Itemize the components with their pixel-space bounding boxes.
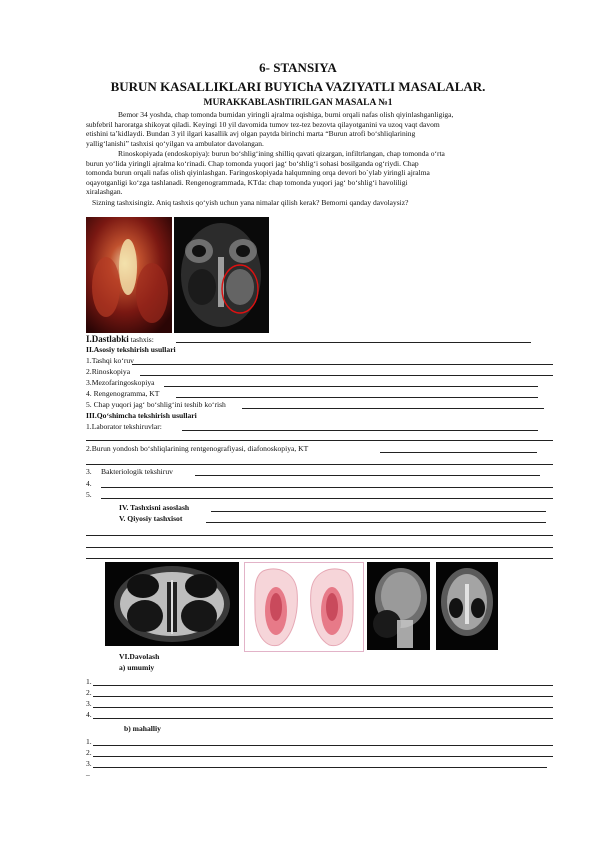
item-bacteriology-number: 3. bbox=[86, 467, 92, 476]
item-xray-ct: 4. Rengenogramma, KT bbox=[86, 389, 160, 398]
sinus-illustration bbox=[244, 562, 364, 652]
item-sinus-puncture: 5. Chap yuqori jag‘ bo‘shlig‘ini teshib ko‘rish bbox=[86, 400, 226, 409]
section-treatment: VI.Davolash bbox=[119, 652, 160, 661]
answer-line[interactable] bbox=[380, 452, 537, 453]
text-line: subfebril haroratga shikoyat qiladi. Keyingi 10 yil davomida tumov tez-tez bezovta qilayotganini va uzoq vaqt davom bbox=[86, 119, 440, 129]
text-line: Bemor 34 yoshda, chap tomonda burnidan yiringli ajralma oqishiga, burni orqali nafas olish qiyinlashganligiga, bbox=[118, 110, 454, 119]
case-paragraph-2 bbox=[86, 149, 554, 197]
item-sinus-radiography: 2.Burun yondosh bo‘shliqlarining rentgenografiyasi, diafonoskopiya, KT bbox=[86, 444, 309, 453]
local-item-number: 1. bbox=[86, 737, 92, 746]
answer-line[interactable] bbox=[93, 718, 553, 719]
treatment-general-label: a) umumiy bbox=[119, 663, 155, 672]
item-mesopharyngoscopy: 3.Mezofaringoskopiya bbox=[86, 378, 155, 387]
answer-line[interactable] bbox=[211, 511, 546, 512]
station-title: 6- STANSIYA bbox=[259, 60, 337, 75]
text-line: tomonda burun orqali nafas olish qiyinlashgan. Faringoskopiyada halqumning orqa devori bo`ylab yiringli ajralma bbox=[86, 168, 430, 178]
answer-line[interactable] bbox=[206, 522, 546, 523]
section-main-methods: II.Asosiy tekshirish usullari bbox=[86, 345, 176, 354]
item-bacteriology: Bakteriologik tekshiruv bbox=[101, 467, 173, 476]
item-5-number: 5. bbox=[86, 490, 92, 499]
answer-line[interactable] bbox=[93, 756, 553, 757]
answer-line[interactable] bbox=[86, 558, 553, 559]
answer-line[interactable] bbox=[86, 547, 553, 548]
item-4-number: 4. bbox=[86, 479, 92, 488]
general-item-number: 2. bbox=[86, 688, 92, 697]
text-line: etishini ta’kidlaydi. Bundan 3 yil ilgari kasallik avj olgan paytda birinchi marta “Burun atrofi bo‘shliqlarining bbox=[86, 129, 416, 139]
answer-line[interactable] bbox=[93, 767, 547, 768]
general-item-number: 3. bbox=[86, 699, 92, 708]
local-item-number: 3. bbox=[86, 759, 92, 768]
item-rhinoscopy: 2.Rinoskopiya bbox=[86, 367, 131, 376]
section-diagnosis-justification: IV. Tashxisni asoslash bbox=[119, 503, 190, 512]
trailing-dash: _ bbox=[86, 768, 90, 777]
answer-line[interactable] bbox=[86, 440, 553, 441]
ct-coronal-image bbox=[105, 562, 239, 646]
answer-line[interactable] bbox=[86, 464, 553, 465]
case-paragraph-1 bbox=[86, 110, 554, 148]
answer-line[interactable] bbox=[93, 745, 553, 746]
section-label-suffix: tashxis: bbox=[128, 335, 154, 344]
answer-line[interactable] bbox=[93, 696, 553, 697]
case-subtitle: MURAKKABLAShTIRILGAN MASALA №1 bbox=[203, 98, 393, 108]
treatment-local-label: b) mahalliy bbox=[124, 724, 161, 733]
general-item-number: 4. bbox=[86, 710, 92, 719]
page-title: BURUN KASALLIKLARI BUYIChA VAZIYATLI MASALALAR. bbox=[110, 79, 486, 94]
section-label: I.Dastlabki bbox=[86, 334, 129, 344]
text-line: oqayotganligi ko‘zga tashlanadi. Rengenogrammada, KTda: chap tomonda yuqori jag‘ bo‘shlig‘i havoliligi bbox=[86, 177, 408, 187]
general-item-number: 1. bbox=[86, 677, 92, 686]
section-additional-methods: III.Qo‘shimcha tekshirish usullari bbox=[86, 411, 197, 420]
answer-line[interactable] bbox=[101, 487, 553, 488]
case-question: Sizning tashxisingiz. Aniq tashxis qo‘yish uchun yana nimalar qilish kerak? Bemorni qanday davolaysiz? bbox=[92, 198, 409, 207]
text-line: Rinoskopiyada (endoskopiya): burun bo‘shlig‘ining shilliq qavati qizargan, infiltrlangan, chap tomonda o‘rta bbox=[118, 149, 445, 158]
endoscopy-image bbox=[86, 217, 172, 333]
local-item-number: 2. bbox=[86, 748, 92, 757]
text-line: yallig‘lanishi” tashxisi qo‘yilgan va ambulator davolangan. bbox=[86, 138, 264, 148]
answer-line[interactable] bbox=[176, 342, 531, 343]
xray-image bbox=[174, 217, 269, 333]
answer-line[interactable] bbox=[86, 535, 553, 536]
item-external-exam: 1.Tashqi ko‘ruv bbox=[86, 356, 134, 365]
answer-line[interactable] bbox=[93, 685, 553, 686]
answer-line[interactable] bbox=[101, 498, 553, 499]
section-differential-diagnosis: V. Qiyosiy tashxisot bbox=[119, 514, 183, 523]
answer-line[interactable] bbox=[195, 475, 540, 476]
answer-line[interactable] bbox=[176, 397, 538, 398]
ct-sagittal-image bbox=[367, 562, 430, 650]
answer-line[interactable] bbox=[93, 707, 553, 708]
text-line: xiralashgan. bbox=[86, 187, 123, 197]
answer-line[interactable] bbox=[182, 430, 538, 431]
answer-line[interactable] bbox=[132, 364, 553, 365]
item-laboratory: 1.Laborator tekshiruvlar: bbox=[86, 422, 162, 431]
answer-line[interactable] bbox=[242, 408, 544, 409]
text-line: burun yo‘lida yiringli ajralma ko‘rinadi. Chap tomonda yuqori jag‘ bo‘shlig‘i sohasi bosilganda og‘riydi. Chap bbox=[86, 158, 419, 168]
answer-line[interactable] bbox=[140, 375, 553, 376]
answer-line[interactable] bbox=[164, 386, 538, 387]
ct-axial-image bbox=[436, 562, 498, 650]
section-preliminary-diagnosis bbox=[86, 334, 154, 344]
